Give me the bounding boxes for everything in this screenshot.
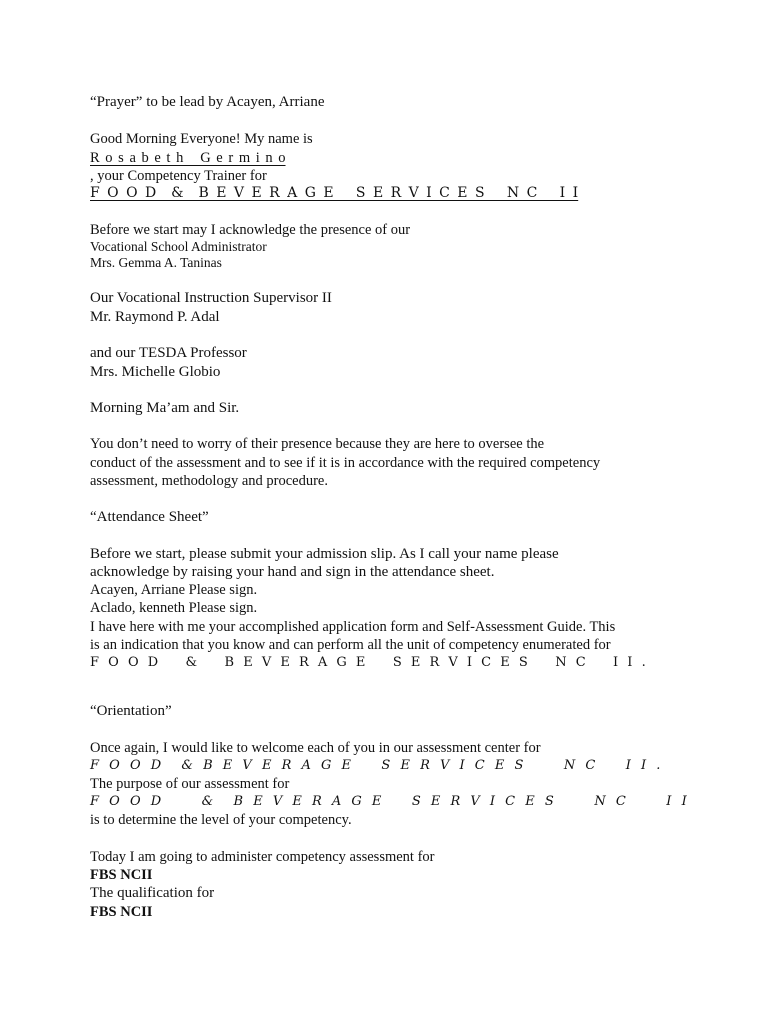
- orientation-qualification-1: F O O D & B E V E R A G E S E R V I C E S N C I I .: [90, 758, 661, 773]
- prayer-line: “Prayer” to be lead by Acayen, Arriane: [90, 94, 325, 110]
- attendance-line-2: acknowledge by raising your hand and sign in the attendance sheet.: [90, 564, 495, 580]
- worry-line-3: assessment, methodology and procedure.: [90, 473, 328, 489]
- fbs-line-1: FBS NCII: [90, 867, 153, 883]
- qualification-for-line: The qualification for: [90, 885, 215, 901]
- orientation-line-3: is to determine the level of your competency.: [90, 812, 352, 828]
- supervisor-title: Our Vocational Instruction Supervisor II: [90, 290, 332, 306]
- qualification-header: F O O D & B E V E R A G E S E R V I C E S N C I I: [90, 185, 579, 201]
- attendance-qualification: F O O D & B E V E R A G E S E R V I C E S N C I I .: [90, 655, 646, 670]
- today-line: Today I am going to administer competency assessment for: [90, 849, 435, 865]
- attendance-line-6: is an indication that you know and can perform all the unit of competency enumerated for: [90, 637, 611, 653]
- acknowledge-intro: Before we start may I acknowledge the presence of our: [90, 222, 411, 238]
- worry-line-2: conduct of the assessment and to see if it is in accordance with the required competency: [90, 455, 601, 471]
- professor-title: and our TESDA Professor: [90, 345, 247, 361]
- orientation-line-1: Once again, I would like to welcome each of you in our assessment center for: [90, 740, 541, 756]
- attendance-line-5: I have here with me your accomplished application form and Self-Assessment Guide. This: [90, 619, 616, 635]
- worry-line-1: You don’t need to worry of their presence because they are here to oversee the: [90, 436, 545, 452]
- orientation-heading: “Orientation”: [90, 703, 172, 719]
- attendance-line-4: Aclado, kenneth Please sign.: [90, 600, 258, 616]
- morning-line: Morning Ma’am and Sir.: [90, 400, 240, 416]
- greeting-line: Good Morning Everyone! My name is: [90, 131, 313, 147]
- trainer-name: R o s a b e t h G e r m i n o: [90, 150, 286, 166]
- attendance-line-3: Acayen, Arriane Please sign.: [90, 582, 258, 598]
- admin-title: Vocational School Administrator: [90, 239, 267, 254]
- orientation-qualification-2: F O O D & B E V E R A G E S E R V I C E S N C I I: [90, 794, 687, 809]
- trainer-role: , your Competency Trainer for: [90, 168, 267, 184]
- orientation-line-2: The purpose of our assessment for: [90, 776, 290, 792]
- admin-name: Mrs. Gemma A. Taninas: [90, 255, 222, 270]
- attendance-line-1: Before we start, please submit your admission slip. As I call your name please: [90, 546, 559, 562]
- attendance-heading: “Attendance Sheet”: [90, 509, 209, 525]
- professor-name: Mrs. Michelle Globio: [90, 364, 221, 380]
- supervisor-name: Mr. Raymond P. Adal: [90, 309, 220, 325]
- fbs-line-2: FBS NCII: [90, 904, 153, 920]
